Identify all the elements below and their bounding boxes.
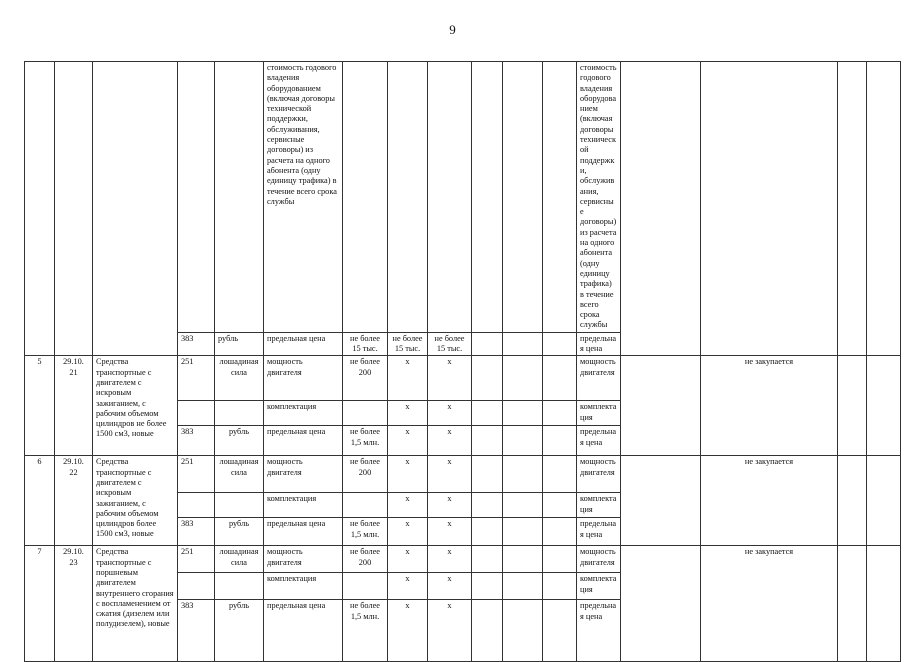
cell-num: 7	[25, 546, 55, 662]
cell-value: не более 200	[343, 356, 388, 401]
cell-unit	[215, 493, 264, 518]
cell-empty	[503, 600, 543, 662]
cell-empty	[472, 426, 503, 456]
cell-num: 5	[25, 356, 55, 456]
cell-value	[343, 401, 388, 426]
cell-value: х	[428, 401, 472, 426]
cell-note: не закупается	[701, 546, 838, 662]
cell-value: не более 1,5 млн.	[343, 600, 388, 662]
cell-empty	[867, 546, 901, 662]
cell-code	[178, 573, 215, 600]
cell-empty	[543, 401, 577, 426]
cell-empty	[503, 456, 543, 493]
cell-empty	[503, 356, 543, 401]
cell-value: х	[388, 518, 428, 546]
cell-value: х	[428, 546, 472, 573]
cell-name: Средства транспортные с двигателем с искровым зажиганием, с рабочим объемом цилиндров более 1500 см3, новые	[93, 456, 178, 546]
cell-value: х	[388, 426, 428, 456]
cell-justification	[621, 356, 701, 456]
cell-char-right: стоимость годового владения оборудованием (включая договоры технической поддержки, обслуживания, сервисные договоры) из расчета на одного абонента (одну единицу трафика) в течение всего срока службы	[577, 62, 621, 333]
cell-num: 6	[25, 456, 55, 546]
cell-empty	[472, 600, 503, 662]
cell-code	[178, 401, 215, 426]
cell-value: х	[428, 426, 472, 456]
cell-value: не более 1,5 млн.	[343, 518, 388, 546]
cell-char: комплектация	[264, 493, 343, 518]
cell-empty	[472, 573, 503, 600]
table-row	[25, 546, 901, 573]
cell-char: предельная цена	[264, 426, 343, 456]
cell-empty	[503, 573, 543, 600]
cell-justification	[621, 456, 701, 546]
cell-value: х	[388, 546, 428, 573]
cell-unit	[215, 401, 264, 426]
cell-empty	[867, 456, 901, 546]
cell-value: не более 1,5 млн.	[343, 426, 388, 456]
cell-empty	[472, 356, 503, 401]
cell-char-right: комплектация	[577, 573, 621, 600]
cell-okpd: 29.10. 22	[55, 456, 93, 546]
cell-char-right: мощность двигателя	[577, 456, 621, 493]
cell-value: х	[428, 518, 472, 546]
cell-value: х	[428, 573, 472, 600]
cell-okpd: 29.10. 23	[55, 546, 93, 662]
cell-char: стоимость годового владения оборудованием (включая договоры технической поддержки, обслуживания, сервисные договоры) из расчета на одного абонента (одну единицу трафика) в течение всего срока службы	[264, 62, 343, 333]
cell-name: Средства транспортные с двигателем с искровым зажиганием, с рабочим объемом цилиндров не более 1500 см3, новые	[93, 356, 178, 456]
requirements-table	[24, 61, 901, 662]
cell-unit: рубль	[215, 600, 264, 662]
cell-value: не более 200	[343, 456, 388, 493]
cell-char: мощность двигателя	[264, 456, 343, 493]
cell-empty	[543, 518, 577, 546]
cell-value: х	[428, 493, 472, 518]
cell-empty	[503, 518, 543, 546]
cell-code: 383	[178, 600, 215, 662]
cell-empty	[543, 426, 577, 456]
cell-value: х	[388, 600, 428, 662]
cell-empty	[543, 356, 577, 401]
cell-empty	[472, 518, 503, 546]
cell-char-right: предельная цена	[577, 518, 621, 546]
cell-code: 383	[178, 426, 215, 456]
cell-char: комплектация	[264, 573, 343, 600]
cell-value	[343, 493, 388, 518]
cell-value: х	[428, 600, 472, 662]
cell-char: предельная цена	[264, 518, 343, 546]
table-row	[25, 356, 901, 401]
cell-empty	[472, 546, 503, 573]
cell-empty	[472, 401, 503, 426]
cell-code: 251	[178, 356, 215, 401]
cell-empty	[543, 456, 577, 493]
cell-empty	[838, 356, 867, 456]
cell-okpd: 29.10. 21	[55, 356, 93, 456]
cell-unit: лошадиная сила	[215, 546, 264, 573]
cell-char-right: комплектация	[577, 493, 621, 518]
cell-char-right: предельная цена	[577, 600, 621, 662]
table-row	[25, 456, 901, 493]
cell-char-right: предельная цена	[577, 426, 621, 456]
cell-justification	[621, 546, 701, 662]
cell-empty	[543, 600, 577, 662]
cell-empty	[543, 493, 577, 518]
cell-unit: лошадиная сила	[215, 456, 264, 493]
cell-empty	[503, 493, 543, 518]
cell-note: не закупается	[701, 456, 838, 546]
cell-empty	[838, 546, 867, 662]
cell-value: х	[388, 356, 428, 401]
cell-char-right: мощность двигателя	[577, 546, 621, 573]
cell-char: предельная цена	[264, 600, 343, 662]
cell-char: мощность двигателя	[264, 546, 343, 573]
cell-empty	[543, 573, 577, 600]
cell-code: 251	[178, 456, 215, 493]
table-row	[25, 62, 901, 333]
cell-name: Средства транспортные с поршневым двигателем внутреннего сгорания с воспламенением от сжатия (дизелем или полудизелем), новые	[93, 546, 178, 662]
cell-note: не закупается	[701, 356, 838, 456]
cell-empty	[867, 356, 901, 456]
cell-unit: лошадиная сила	[215, 356, 264, 401]
cell-empty	[503, 401, 543, 426]
cell-char: комплектация	[264, 401, 343, 426]
cell-value: х	[388, 456, 428, 493]
cell-code	[178, 493, 215, 518]
cell-empty	[503, 546, 543, 573]
cell-empty	[503, 426, 543, 456]
page-number: 9	[449, 22, 456, 37]
cell-value: х	[388, 493, 428, 518]
cell-unit: рубль	[215, 518, 264, 546]
cell-empty	[472, 493, 503, 518]
cell-unit	[215, 573, 264, 600]
cell-value: не более 200	[343, 546, 388, 573]
cell-value: х	[428, 456, 472, 493]
cell-value: х	[388, 573, 428, 600]
cell-char-right: мощность двигателя	[577, 356, 621, 401]
cell-value: х	[388, 401, 428, 426]
cell-value	[343, 573, 388, 600]
cell-empty	[838, 456, 867, 546]
cell-empty	[472, 456, 503, 493]
cell-char: мощность двигателя	[264, 356, 343, 401]
cell-char-right: комплектация	[577, 401, 621, 426]
cell-code: 251	[178, 546, 215, 573]
cell-value: х	[428, 356, 472, 401]
cell-code: 383	[178, 518, 215, 546]
cell-unit: рубль	[215, 426, 264, 456]
cell-empty	[543, 546, 577, 573]
table-row: 383 рубль предельная цена не более 15 тыс. не более 15 тыс. не более 15 тыс. предельная цена	[25, 332, 901, 356]
